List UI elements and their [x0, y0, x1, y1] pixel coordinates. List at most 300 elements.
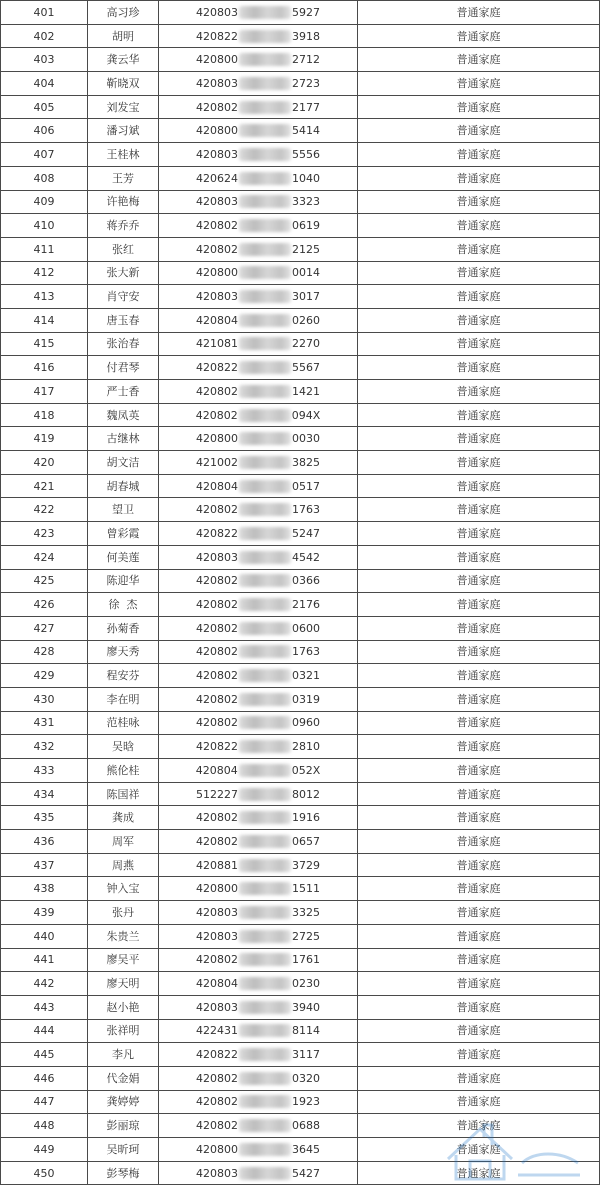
id-number-redaction [239, 53, 291, 66]
id-number-redaction [239, 243, 291, 256]
row-number: 415 [1, 332, 88, 356]
id-number-suffix: 0517 [292, 479, 320, 493]
id-number [196, 788, 320, 801]
id-number [196, 456, 320, 469]
applicant-name: 魏凤英 [88, 403, 159, 427]
id-number-suffix: 3825 [292, 455, 320, 469]
household-type: 普通家庭 [358, 95, 600, 119]
row-number: 437 [1, 853, 88, 877]
id-number-redaction [239, 693, 291, 706]
row-number: 424 [1, 545, 88, 569]
id-number-redaction [239, 835, 291, 848]
id-number-redaction [239, 930, 291, 943]
table-row [1, 830, 600, 854]
household-type: 普通家庭 [358, 1114, 600, 1138]
applicant-name: 赵小艳 [88, 995, 159, 1019]
household-type: 普通家庭 [358, 948, 600, 972]
id-number-prefix: 420800 [196, 124, 238, 138]
id-number [196, 266, 320, 279]
id-number-suffix: 5414 [292, 124, 320, 138]
id-number-cell [159, 285, 358, 309]
row-number: 406 [1, 119, 88, 143]
id-number-cell [159, 214, 358, 238]
id-number [196, 101, 320, 114]
id-number [196, 1001, 320, 1014]
id-number-cell [159, 853, 358, 877]
id-number [196, 764, 321, 777]
household-type: 普通家庭 [358, 687, 600, 711]
id-number-prefix: 420802 [196, 1095, 238, 1109]
id-number-suffix: 3325 [292, 905, 320, 919]
id-number-prefix: 420802 [196, 100, 238, 114]
id-number-redaction [239, 266, 291, 279]
household-type: 普通家庭 [358, 72, 600, 96]
table-row [1, 190, 600, 214]
applicant-name: 王芳 [88, 166, 159, 190]
id-number [196, 598, 320, 611]
table-row [1, 237, 600, 261]
table-row [1, 72, 600, 96]
applicant-name: 熊伦桂 [88, 759, 159, 783]
household-type: 普通家庭 [358, 1161, 600, 1185]
household-type: 普通家庭 [358, 995, 600, 1019]
id-number-redaction [239, 669, 291, 682]
id-number-prefix: 420803 [196, 195, 238, 209]
id-number-suffix: 4542 [292, 550, 320, 564]
row-number: 450 [1, 1161, 88, 1185]
household-type: 普通家庭 [358, 1090, 600, 1114]
id-number-suffix: 1763 [292, 645, 320, 659]
table-row [1, 1066, 600, 1090]
id-number-cell [159, 498, 358, 522]
id-number [196, 622, 320, 635]
applicant-name: 许艳梅 [88, 190, 159, 214]
household-type: 普通家庭 [358, 545, 600, 569]
id-number-prefix: 420804 [195, 763, 238, 777]
household-type: 普通家庭 [358, 119, 600, 143]
table-row [1, 640, 600, 664]
id-number-prefix: 420624 [196, 171, 238, 185]
table-row [1, 1019, 600, 1043]
id-number-prefix: 420804 [196, 479, 238, 493]
applicant-name: 彭丽琼 [88, 1114, 159, 1138]
household-type: 普通家庭 [358, 285, 600, 309]
id-number-suffix: 052X [291, 763, 321, 777]
id-number-prefix: 420802 [196, 384, 238, 398]
row-number: 427 [1, 616, 88, 640]
table-row [1, 451, 600, 475]
id-number-prefix: 420802 [195, 408, 238, 422]
id-number-cell [159, 72, 358, 96]
id-number-cell [159, 759, 358, 783]
id-number-prefix: 420800 [196, 1142, 238, 1156]
id-number-suffix: 2177 [292, 100, 320, 114]
applicant-name: 朱贵兰 [88, 924, 159, 948]
row-number: 422 [1, 498, 88, 522]
table-row [1, 1090, 600, 1114]
id-number [196, 906, 320, 919]
id-number [196, 77, 320, 90]
applicant-name: 张红 [88, 237, 159, 261]
row-number: 444 [1, 1019, 88, 1043]
id-number-cell [159, 356, 358, 380]
household-type: 普通家庭 [358, 569, 600, 593]
id-number [196, 1095, 320, 1108]
row-number: 417 [1, 380, 88, 404]
id-number-suffix: 0960 [292, 716, 320, 730]
id-number [196, 930, 320, 943]
id-number-cell [159, 166, 358, 190]
row-number: 412 [1, 261, 88, 285]
id-number [196, 1024, 320, 1037]
row-number: 426 [1, 593, 88, 617]
id-number-prefix: 420800 [196, 53, 238, 67]
household-type: 普通家庭 [358, 806, 600, 830]
id-number-cell [159, 1138, 358, 1162]
id-number-cell [159, 1019, 358, 1043]
id-number-cell [159, 451, 358, 475]
id-number [196, 432, 320, 445]
id-number-suffix: 0600 [292, 621, 320, 635]
id-number-redaction [239, 337, 291, 350]
id-number-prefix: 420802 [196, 621, 238, 635]
table-row [1, 735, 600, 759]
id-number-redaction [239, 195, 291, 208]
household-type: 普通家庭 [358, 380, 600, 404]
applicant-name: 高习珍 [88, 1, 159, 25]
id-number-prefix: 420822 [196, 526, 238, 540]
applicant-name: 张大新 [88, 261, 159, 285]
table-row [1, 119, 600, 143]
id-number-prefix: 420802 [196, 598, 238, 612]
id-number-suffix: 3017 [292, 290, 320, 304]
applicant-name: 蒋乔乔 [88, 214, 159, 238]
id-number [196, 290, 320, 303]
id-number [196, 361, 320, 374]
id-number-prefix: 420802 [196, 1071, 238, 1085]
applicant-name: 严士香 [88, 380, 159, 404]
table-row [1, 1043, 600, 1067]
id-number-prefix: 420802 [196, 1119, 238, 1133]
household-type: 普通家庭 [358, 711, 600, 735]
id-number-redaction [239, 882, 291, 895]
table-row [1, 901, 600, 925]
id-number [196, 148, 320, 161]
household-type: 普通家庭 [358, 237, 600, 261]
id-number [196, 740, 320, 753]
id-number-cell [159, 1090, 358, 1114]
id-number-redaction [239, 409, 291, 422]
household-type: 普通家庭 [358, 616, 600, 640]
row-number: 439 [1, 901, 88, 925]
id-number-cell [159, 616, 358, 640]
id-number-cell [159, 48, 358, 72]
id-number-prefix: 420803 [196, 929, 238, 943]
id-number-prefix: 420800 [196, 432, 238, 446]
id-number-suffix: 1763 [292, 503, 320, 517]
row-number: 447 [1, 1090, 88, 1114]
id-number-cell [159, 190, 358, 214]
id-number-cell [159, 143, 358, 167]
id-number-redaction [239, 314, 291, 327]
applicant-name: 孙菊香 [88, 616, 159, 640]
id-number-cell [159, 806, 358, 830]
id-number-suffix: 3323 [292, 195, 320, 209]
id-number [196, 574, 320, 587]
id-number-suffix: 1421 [292, 384, 320, 398]
id-number-prefix: 420803 [196, 5, 238, 19]
id-number-redaction [239, 1048, 291, 1061]
table-row [1, 166, 600, 190]
row-number: 435 [1, 806, 88, 830]
household-type: 普通家庭 [358, 48, 600, 72]
household-type: 普通家庭 [358, 901, 600, 925]
id-number-cell [159, 569, 358, 593]
household-type: 普通家庭 [358, 24, 600, 48]
id-number-cell [159, 948, 358, 972]
id-number-redaction [239, 1072, 291, 1085]
table-row [1, 924, 600, 948]
row-number: 402 [1, 24, 88, 48]
id-number-prefix: 420803 [196, 905, 238, 919]
id-number [196, 527, 320, 540]
id-number-suffix: 094X [291, 408, 321, 422]
id-number-redaction [239, 811, 291, 824]
applicant-name: 付君琴 [88, 356, 159, 380]
table-row [1, 1114, 600, 1138]
id-number [196, 243, 320, 256]
row-number: 420 [1, 451, 88, 475]
id-number-suffix: 2125 [292, 242, 320, 256]
id-number-redaction [239, 6, 291, 19]
id-number-cell [159, 545, 358, 569]
row-number: 408 [1, 166, 88, 190]
id-number-suffix: 0320 [292, 1071, 320, 1085]
id-number-redaction [239, 1167, 291, 1180]
table-row [1, 664, 600, 688]
applicant-name: 廖天明 [88, 972, 159, 996]
id-number-cell [159, 427, 358, 451]
household-type: 普通家庭 [358, 830, 600, 854]
row-number: 404 [1, 72, 88, 96]
id-number [196, 385, 320, 398]
row-number: 419 [1, 427, 88, 451]
id-number [196, 716, 320, 729]
id-number-cell [159, 640, 358, 664]
household-type: 普通家庭 [358, 1019, 600, 1043]
id-number-suffix: 0619 [292, 219, 320, 233]
id-number-redaction [239, 385, 291, 398]
id-number-suffix: 2270 [292, 337, 320, 351]
id-number-suffix: 3117 [292, 1048, 320, 1062]
id-number-suffix: 2712 [292, 53, 320, 67]
household-type: 普通家庭 [358, 522, 600, 546]
id-number-redaction [239, 788, 291, 801]
row-number: 438 [1, 877, 88, 901]
id-number [196, 172, 320, 185]
id-number-prefix: 420800 [196, 882, 238, 896]
id-number-redaction [239, 551, 291, 564]
household-type: 普通家庭 [358, 1, 600, 25]
id-number-prefix: 420803 [196, 147, 238, 161]
applicant-name: 胡文洁 [88, 451, 159, 475]
id-number-cell [159, 901, 358, 925]
row-number: 449 [1, 1138, 88, 1162]
household-type: 普通家庭 [358, 451, 600, 475]
row-number: 411 [1, 237, 88, 261]
applicant-name: 龚婷婷 [88, 1090, 159, 1114]
household-type: 普通家庭 [358, 214, 600, 238]
row-number: 431 [1, 711, 88, 735]
applicant-name: 李在明 [88, 687, 159, 711]
row-number: 403 [1, 48, 88, 72]
id-number-prefix: 420802 [196, 953, 238, 967]
table-row [1, 711, 600, 735]
row-number: 442 [1, 972, 88, 996]
household-type: 普通家庭 [358, 759, 600, 783]
id-number-prefix: 421002 [196, 455, 238, 469]
id-number-redaction [239, 740, 291, 753]
id-number-redaction [239, 953, 291, 966]
id-number-redaction [239, 859, 291, 872]
id-number-cell [159, 380, 358, 404]
applicant-name: 廖天秀 [88, 640, 159, 664]
table-row [1, 48, 600, 72]
table-row [1, 995, 600, 1019]
id-number [196, 551, 320, 564]
id-number-suffix: 8012 [292, 787, 320, 801]
row-number: 423 [1, 522, 88, 546]
table-row [1, 356, 600, 380]
id-number-suffix: 0366 [292, 574, 320, 588]
id-number-suffix: 1916 [292, 811, 320, 825]
table-row [1, 782, 600, 806]
applicant-name: 望卫 [88, 498, 159, 522]
id-number-suffix: 0688 [292, 1119, 320, 1133]
id-number-redaction [239, 1001, 291, 1014]
id-number-cell [159, 1114, 358, 1138]
id-number [196, 835, 320, 848]
applicant-name: 李凡 [88, 1043, 159, 1067]
table-row [1, 143, 600, 167]
id-number [196, 30, 320, 43]
id-number-redaction [239, 1119, 291, 1132]
id-number-redaction [239, 480, 291, 493]
id-number-suffix: 3940 [292, 1000, 320, 1014]
row-number: 416 [1, 356, 88, 380]
household-type: 普通家庭 [358, 735, 600, 759]
id-number-suffix: 1040 [292, 171, 320, 185]
id-number [196, 124, 320, 137]
id-number-suffix: 0014 [292, 266, 320, 280]
table-row [1, 261, 600, 285]
id-number-suffix: 5567 [292, 361, 320, 375]
household-type: 普通家庭 [358, 1138, 600, 1162]
id-number-cell [159, 237, 358, 261]
id-number-cell [159, 924, 358, 948]
id-number-redaction [239, 977, 291, 990]
table-row [1, 498, 600, 522]
applicant-name: 程安芬 [88, 664, 159, 688]
table-row [1, 474, 600, 498]
household-type: 普通家庭 [358, 972, 600, 996]
id-number-suffix: 1923 [292, 1095, 320, 1109]
id-number-cell [159, 593, 358, 617]
id-number-suffix: 2725 [292, 929, 320, 943]
id-number-cell [159, 261, 358, 285]
id-number-suffix: 2176 [292, 598, 320, 612]
id-number-prefix: 420802 [196, 716, 238, 730]
id-number-cell [159, 308, 358, 332]
row-number: 441 [1, 948, 88, 972]
id-number-redaction [239, 622, 291, 635]
table-row [1, 687, 600, 711]
id-number-redaction [239, 1024, 291, 1037]
id-number-redaction [239, 361, 291, 374]
id-number [196, 480, 320, 493]
household-type: 普通家庭 [358, 190, 600, 214]
id-number-suffix: 5556 [292, 147, 320, 161]
id-number-redaction [239, 503, 291, 516]
id-number-cell [159, 24, 358, 48]
applicant-name: 何美莲 [88, 545, 159, 569]
id-number [196, 314, 320, 327]
id-number-cell [159, 522, 358, 546]
id-number-prefix: 420803 [196, 290, 238, 304]
table-row [1, 427, 600, 451]
id-number-redaction [239, 764, 291, 777]
row-number: 425 [1, 569, 88, 593]
household-type: 普通家庭 [358, 877, 600, 901]
id-number-suffix: 2810 [292, 740, 320, 754]
applicant-name: 肖守安 [88, 285, 159, 309]
row-number: 429 [1, 664, 88, 688]
id-number-prefix: 420803 [196, 1166, 238, 1180]
id-number [196, 669, 320, 682]
table-row [1, 616, 600, 640]
id-number-suffix: 1511 [292, 882, 320, 896]
applicant-name: 徐 杰 [88, 593, 159, 617]
id-number-redaction [239, 598, 291, 611]
table-row [1, 24, 600, 48]
applicant-name: 靳晓双 [88, 72, 159, 96]
table-row [1, 214, 600, 238]
id-number [196, 953, 320, 966]
row-number: 401 [1, 1, 88, 25]
household-type: 普通家庭 [358, 1043, 600, 1067]
id-number [196, 645, 320, 658]
applicant-name: 陈迎华 [88, 569, 159, 593]
id-number-prefix: 420802 [196, 669, 238, 683]
household-type: 普通家庭 [358, 143, 600, 167]
table-row [1, 403, 600, 427]
table-row [1, 1, 600, 25]
id-number-prefix: 420881 [196, 858, 238, 872]
id-number [196, 219, 320, 232]
id-number-suffix: 0319 [292, 692, 320, 706]
table-row [1, 806, 600, 830]
id-number-redaction [239, 645, 291, 658]
id-number-cell [159, 664, 358, 688]
household-type: 普通家庭 [358, 474, 600, 498]
id-number [196, 53, 320, 66]
id-number-redaction [239, 527, 291, 540]
row-number: 421 [1, 474, 88, 498]
id-number-prefix: 420802 [196, 242, 238, 256]
row-number: 428 [1, 640, 88, 664]
id-number-suffix: 3729 [292, 858, 320, 872]
table-row [1, 285, 600, 309]
